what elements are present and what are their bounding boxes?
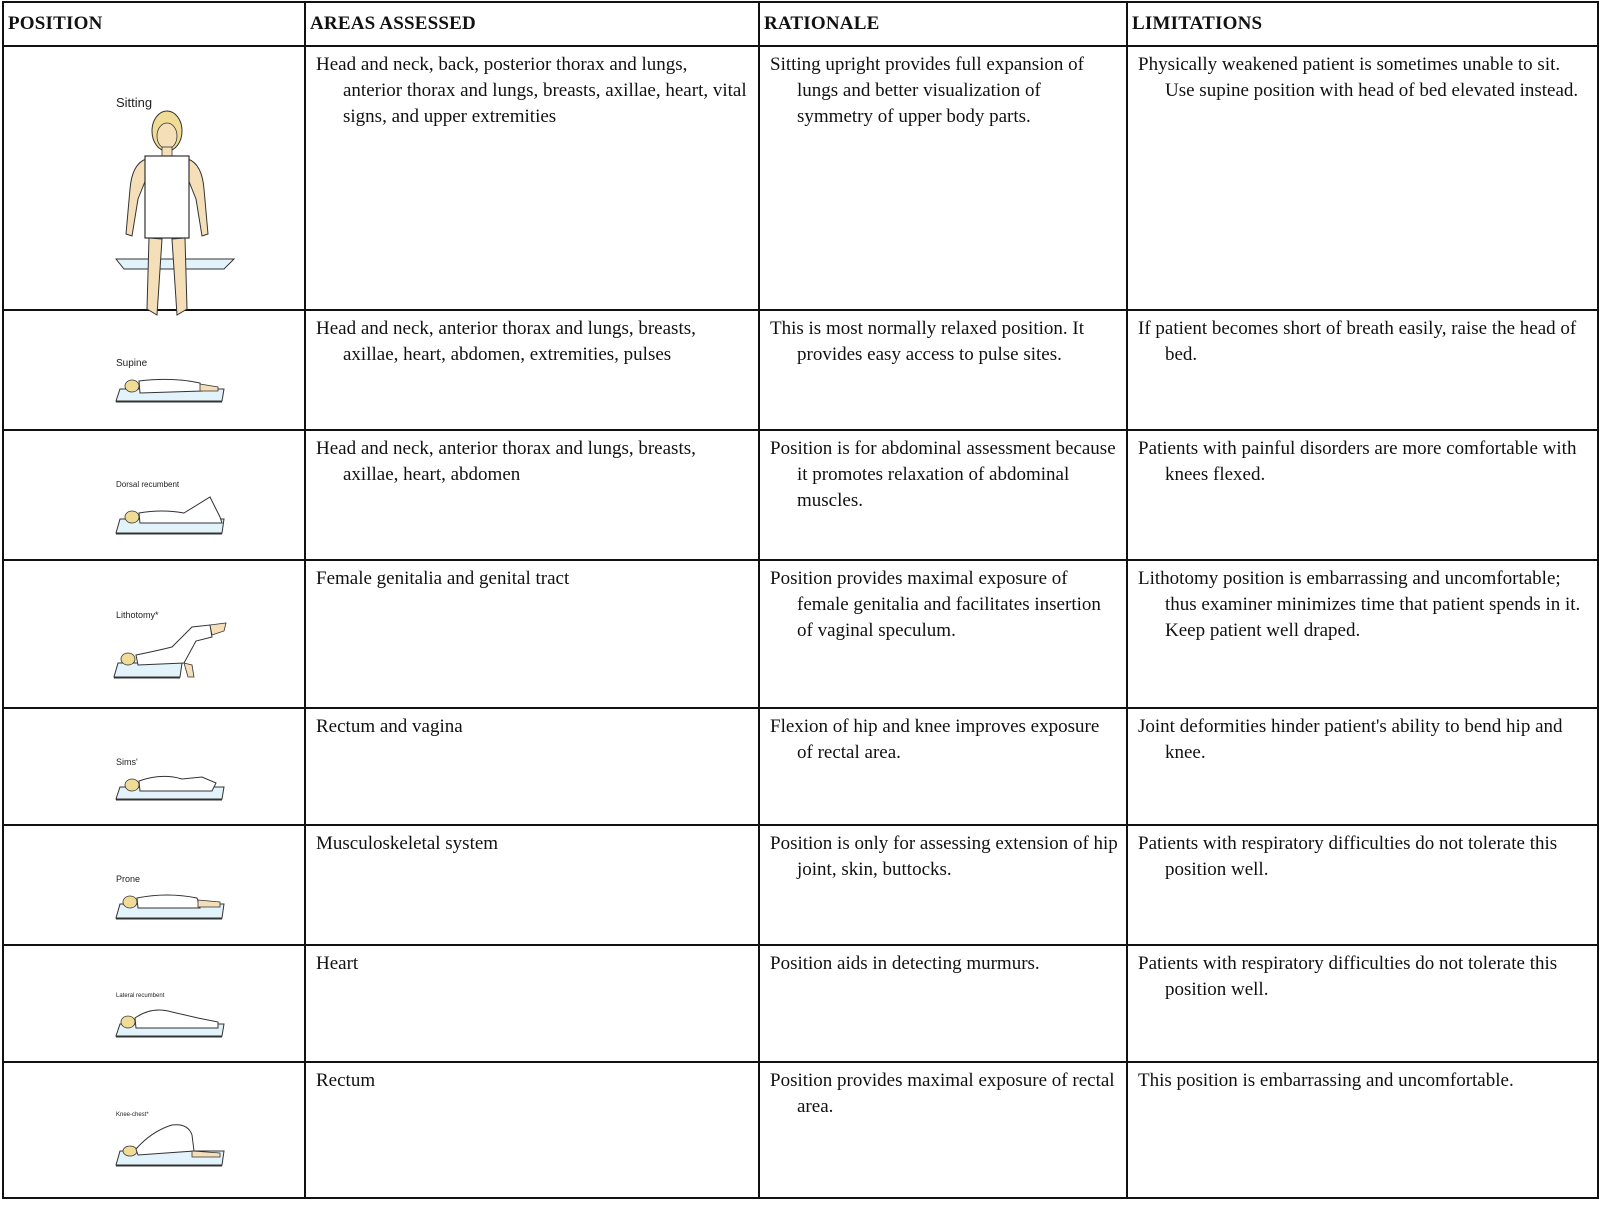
table-row-prone bbox=[3, 825, 1598, 945]
sims-figure-icon bbox=[112, 769, 228, 803]
table-row-sims bbox=[3, 708, 1598, 825]
position-label: Lateral recumbent bbox=[116, 993, 165, 999]
examination-positions-table bbox=[2, 1, 1599, 1199]
areas-assessed-cell: Female genitalia and genital tract bbox=[305, 560, 759, 708]
areas-assessed-cell: Head and neck, anterior thorax and lungs, breasts, axillae, heart, abdomen, extremities, pulses bbox=[305, 310, 759, 430]
table-header-row bbox=[3, 2, 1598, 46]
areas-assessed-cell: Rectum bbox=[305, 1062, 759, 1198]
limitations-cell: Physically weakened patient is sometimes unable to sit. Use supine position with head of bed elevated instead. bbox=[1127, 46, 1598, 310]
table-row-supine bbox=[3, 310, 1598, 430]
lateral-recumbent-figure-icon bbox=[112, 1004, 228, 1040]
table-row-knee-chest bbox=[3, 1062, 1598, 1198]
position-cell bbox=[3, 46, 305, 310]
position-label: Supine bbox=[116, 358, 148, 369]
rationale-cell: Flexion of hip and knee improves exposure of rectal area. bbox=[759, 708, 1127, 825]
limitations-cell: If patient becomes short of breath easily, raise the head of bed. bbox=[1127, 310, 1598, 430]
rationale-cell: This is most normally relaxed position. It provides easy access to pulse sites. bbox=[759, 310, 1127, 430]
header-limitations: LIMITATIONS bbox=[1127, 2, 1598, 46]
sitting-figure-icon bbox=[112, 109, 238, 327]
table-row-lateral-recumbent bbox=[3, 945, 1598, 1062]
position-label: Lithotomy* bbox=[116, 610, 159, 620]
areas-assessed-cell: Heart bbox=[305, 945, 759, 1062]
header-position: POSITION bbox=[3, 2, 305, 46]
dorsal-recumbent-figure-icon bbox=[112, 493, 228, 537]
position-label: Prone bbox=[116, 874, 141, 884]
limitations-cell: Patients with painful disorders are more comfortable with knees flexed. bbox=[1127, 430, 1598, 560]
areas-assessed-cell: Head and neck, anterior thorax and lungs, breasts, axillae, heart, abdomen bbox=[305, 430, 759, 560]
position-cell bbox=[3, 560, 305, 708]
position-cell bbox=[3, 825, 305, 945]
rationale-cell: Position provides maximal exposure of rectal area. bbox=[759, 1062, 1127, 1198]
position-cell bbox=[3, 945, 305, 1062]
lithotomy-figure-icon bbox=[112, 621, 230, 681]
limitations-cell: Lithotomy position is embarrassing and uncomfortable; thus examiner minimizes time that patient spends in it. Keep patient well draped. bbox=[1127, 560, 1598, 708]
limitations-cell: Patients with respiratory difficulties do not tolerate this position well. bbox=[1127, 945, 1598, 1062]
areas-assessed-cell: Musculoskeletal system bbox=[305, 825, 759, 945]
header-areas-assessed: AREAS ASSESSED bbox=[305, 2, 759, 46]
rationale-cell: Position provides maximal exposure of female genitalia and facilitates insertion of vaginal speculum. bbox=[759, 560, 1127, 708]
position-cell bbox=[3, 1062, 305, 1198]
position-cell bbox=[3, 430, 305, 560]
rationale-cell: Position aids in detecting murmurs. bbox=[759, 945, 1127, 1062]
limitations-cell: Joint deformities hinder patient's ability to bend hip and knee. bbox=[1127, 708, 1598, 825]
rationale-cell: Position is for abdominal assessment because it promotes relaxation of abdominal muscles. bbox=[759, 430, 1127, 560]
position-label: Sitting bbox=[116, 95, 153, 110]
table-row-sitting bbox=[3, 46, 1598, 310]
header-rationale: RATIONALE bbox=[759, 2, 1127, 46]
rationale-cell: Sitting upright provides full expansion of lungs and better visualization of symmetry of upper body parts. bbox=[759, 46, 1127, 310]
areas-assessed-cell: Rectum and vagina bbox=[305, 708, 759, 825]
position-label: Knee-chest* bbox=[116, 1112, 149, 1118]
position-cell bbox=[3, 708, 305, 825]
position-label: Sims' bbox=[116, 757, 138, 767]
table-row-dorsal-recumbent bbox=[3, 430, 1598, 560]
prone-figure-icon bbox=[112, 886, 228, 922]
knee-chest-figure-icon bbox=[112, 1121, 228, 1171]
limitations-cell: This position is embarrassing and uncomfortable. bbox=[1127, 1062, 1598, 1198]
areas-assessed-cell: Head and neck, back, posterior thorax and lungs, anterior thorax and lungs, breasts, axillae, heart, vital signs, and upper extremities bbox=[305, 46, 759, 310]
position-cell bbox=[3, 310, 305, 430]
supine-figure-icon bbox=[112, 371, 228, 405]
position-label: Dorsal recumbent bbox=[116, 480, 180, 489]
table-row-lithotomy bbox=[3, 560, 1598, 708]
limitations-cell: Patients with respiratory difficulties do not tolerate this position well. bbox=[1127, 825, 1598, 945]
rationale-cell: Position is only for assessing extension of hip joint, skin, buttocks. bbox=[759, 825, 1127, 945]
